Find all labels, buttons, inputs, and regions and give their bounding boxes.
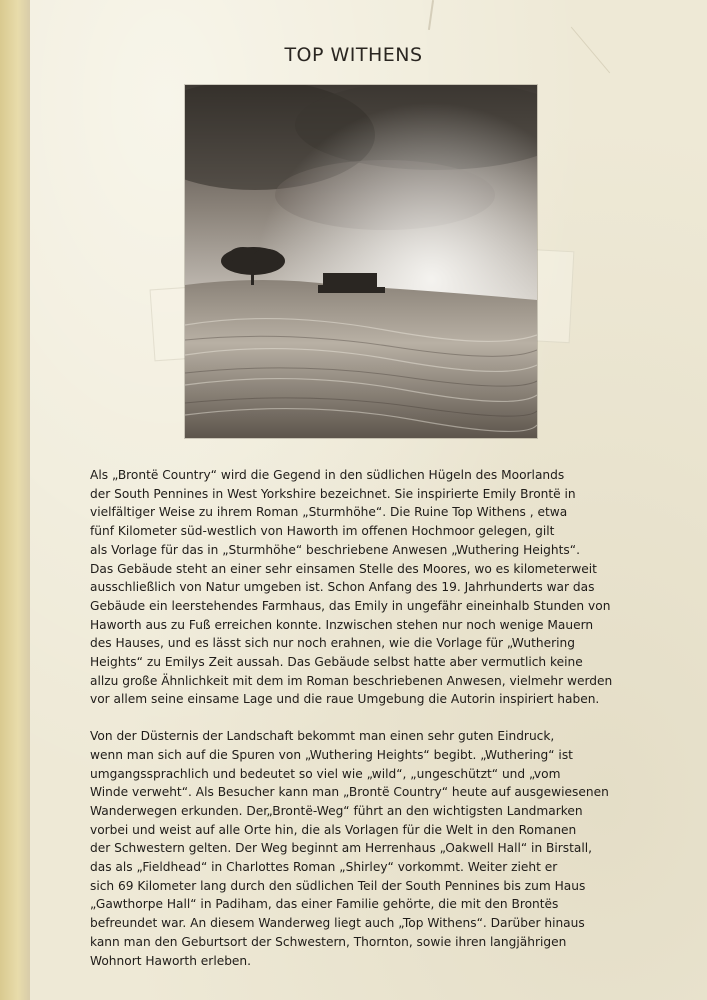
text-line: Gebäude ein leerstehendes Farmhaus, das Emily in ungefähr eineinhalb Stunden von [90,598,611,613]
text-line: sich 69 Kilometer lang durch den südlichen Teil der South Pennines bis zum Haus [90,878,586,893]
text-line: befreundet war. An diesem Wanderweg liegt auch „Top Withens“. Darüber hinaus [90,916,585,931]
text-line: wenn man sich auf die Spuren von „Wuthering Heights“ begibt. „Wuthering“ ist [90,747,573,762]
text-line: Winde verweht“. Als Besucher kann man „Brontë Country“ heute auf ausgewiesenen [90,785,609,800]
text-line: des Hauses, und es lässt sich nur noch erahnen, wie die Vorlage für „Wuthering [90,636,575,651]
article-body [90,466,638,988]
paragraph-2 [90,727,638,970]
text-line: Als „Brontë Country“ wird die Gegend in den südlichen Hügeln des Moorlands [90,468,565,482]
text-line: vielfältiger Weise zu ihrem Roman „Sturmhöhe“. Die Ruine Top Withens , etwa [90,505,568,520]
paper-binding-edge [0,0,31,1000]
text-line: Wohnort Haworth erleben. [90,953,252,968]
text-line: vor allem seine einsame Lage und die raue Umgebung die Autorin inspiriert haben. [90,692,600,707]
text-line: Wanderwegen erkunden. Der„Brontë-Weg“ führt an den wichtigsten Landmarken [90,803,583,818]
text-line: vorbei und weist auf alle Orte hin, die als Vorlagen für die Welt in den Romanen [90,822,577,837]
text-line: der South Pennines in West Yorkshire bezeichnet. Sie inspirierte Emily Brontë in [90,486,576,501]
text-line: Von der Düsternis der Landschaft bekommt man einen sehr guten Eindruck, [90,729,555,744]
text-line: der Schwestern gelten. Der Weg beginnt am Herrenhaus „Oakwell Hall“ in Birstall, [90,841,593,856]
paper-crease [428,0,434,30]
text-line: fünf Kilometer süd-westlich von Haworth im offenen Hochmoor gelegen, gilt [90,524,555,539]
text-line: Heights“ zu Emilys Zeit aussah. Das Gebäude selbst hatte aber vermutlich keine [90,655,583,670]
paragraph-1 [90,466,638,709]
text-line: kann man den Geburtsort der Schwestern, Thornton, sowie ihren langjährigen [90,934,567,949]
text-line: Das Gebäude steht an einer sehr einsamen Stelle des Moores, wo es kilometerweit [90,561,597,576]
text-line: umgangssprachlich und bedeutet so viel wie „wild“, „ungeschützt“ und „vom [90,766,561,781]
text-line: ausschließlich von Natur umgeben ist. Schon Anfang des 19. Jahrhunderts war das [90,580,595,595]
text-line: das als „Fieldhead“ in Charlottes Roman „Shirley“ vorkommt. Weiter zieht er [90,860,558,875]
moorland-photo [185,85,537,438]
text-line: als Vorlage für das in „Sturmhöhe“ beschriebene Anwesen „Wuthering Heights“. [90,542,580,557]
page-title: TOP WITHENS [284,44,423,66]
moorland-photo-icon [185,85,537,438]
text-line: allzu große Ähnlichkeit mit dem im Roman beschriebenen Anwesen, vielmehr werden [90,673,613,688]
text-line: Haworth aus zu Fuß erreichen konnte. Inzwischen stehen nur noch wenige Mauern [90,617,594,632]
text-line: „Gawthorpe Hall“ in Padiham, das einer Familie gehörte, die mit den Brontës [90,897,559,912]
